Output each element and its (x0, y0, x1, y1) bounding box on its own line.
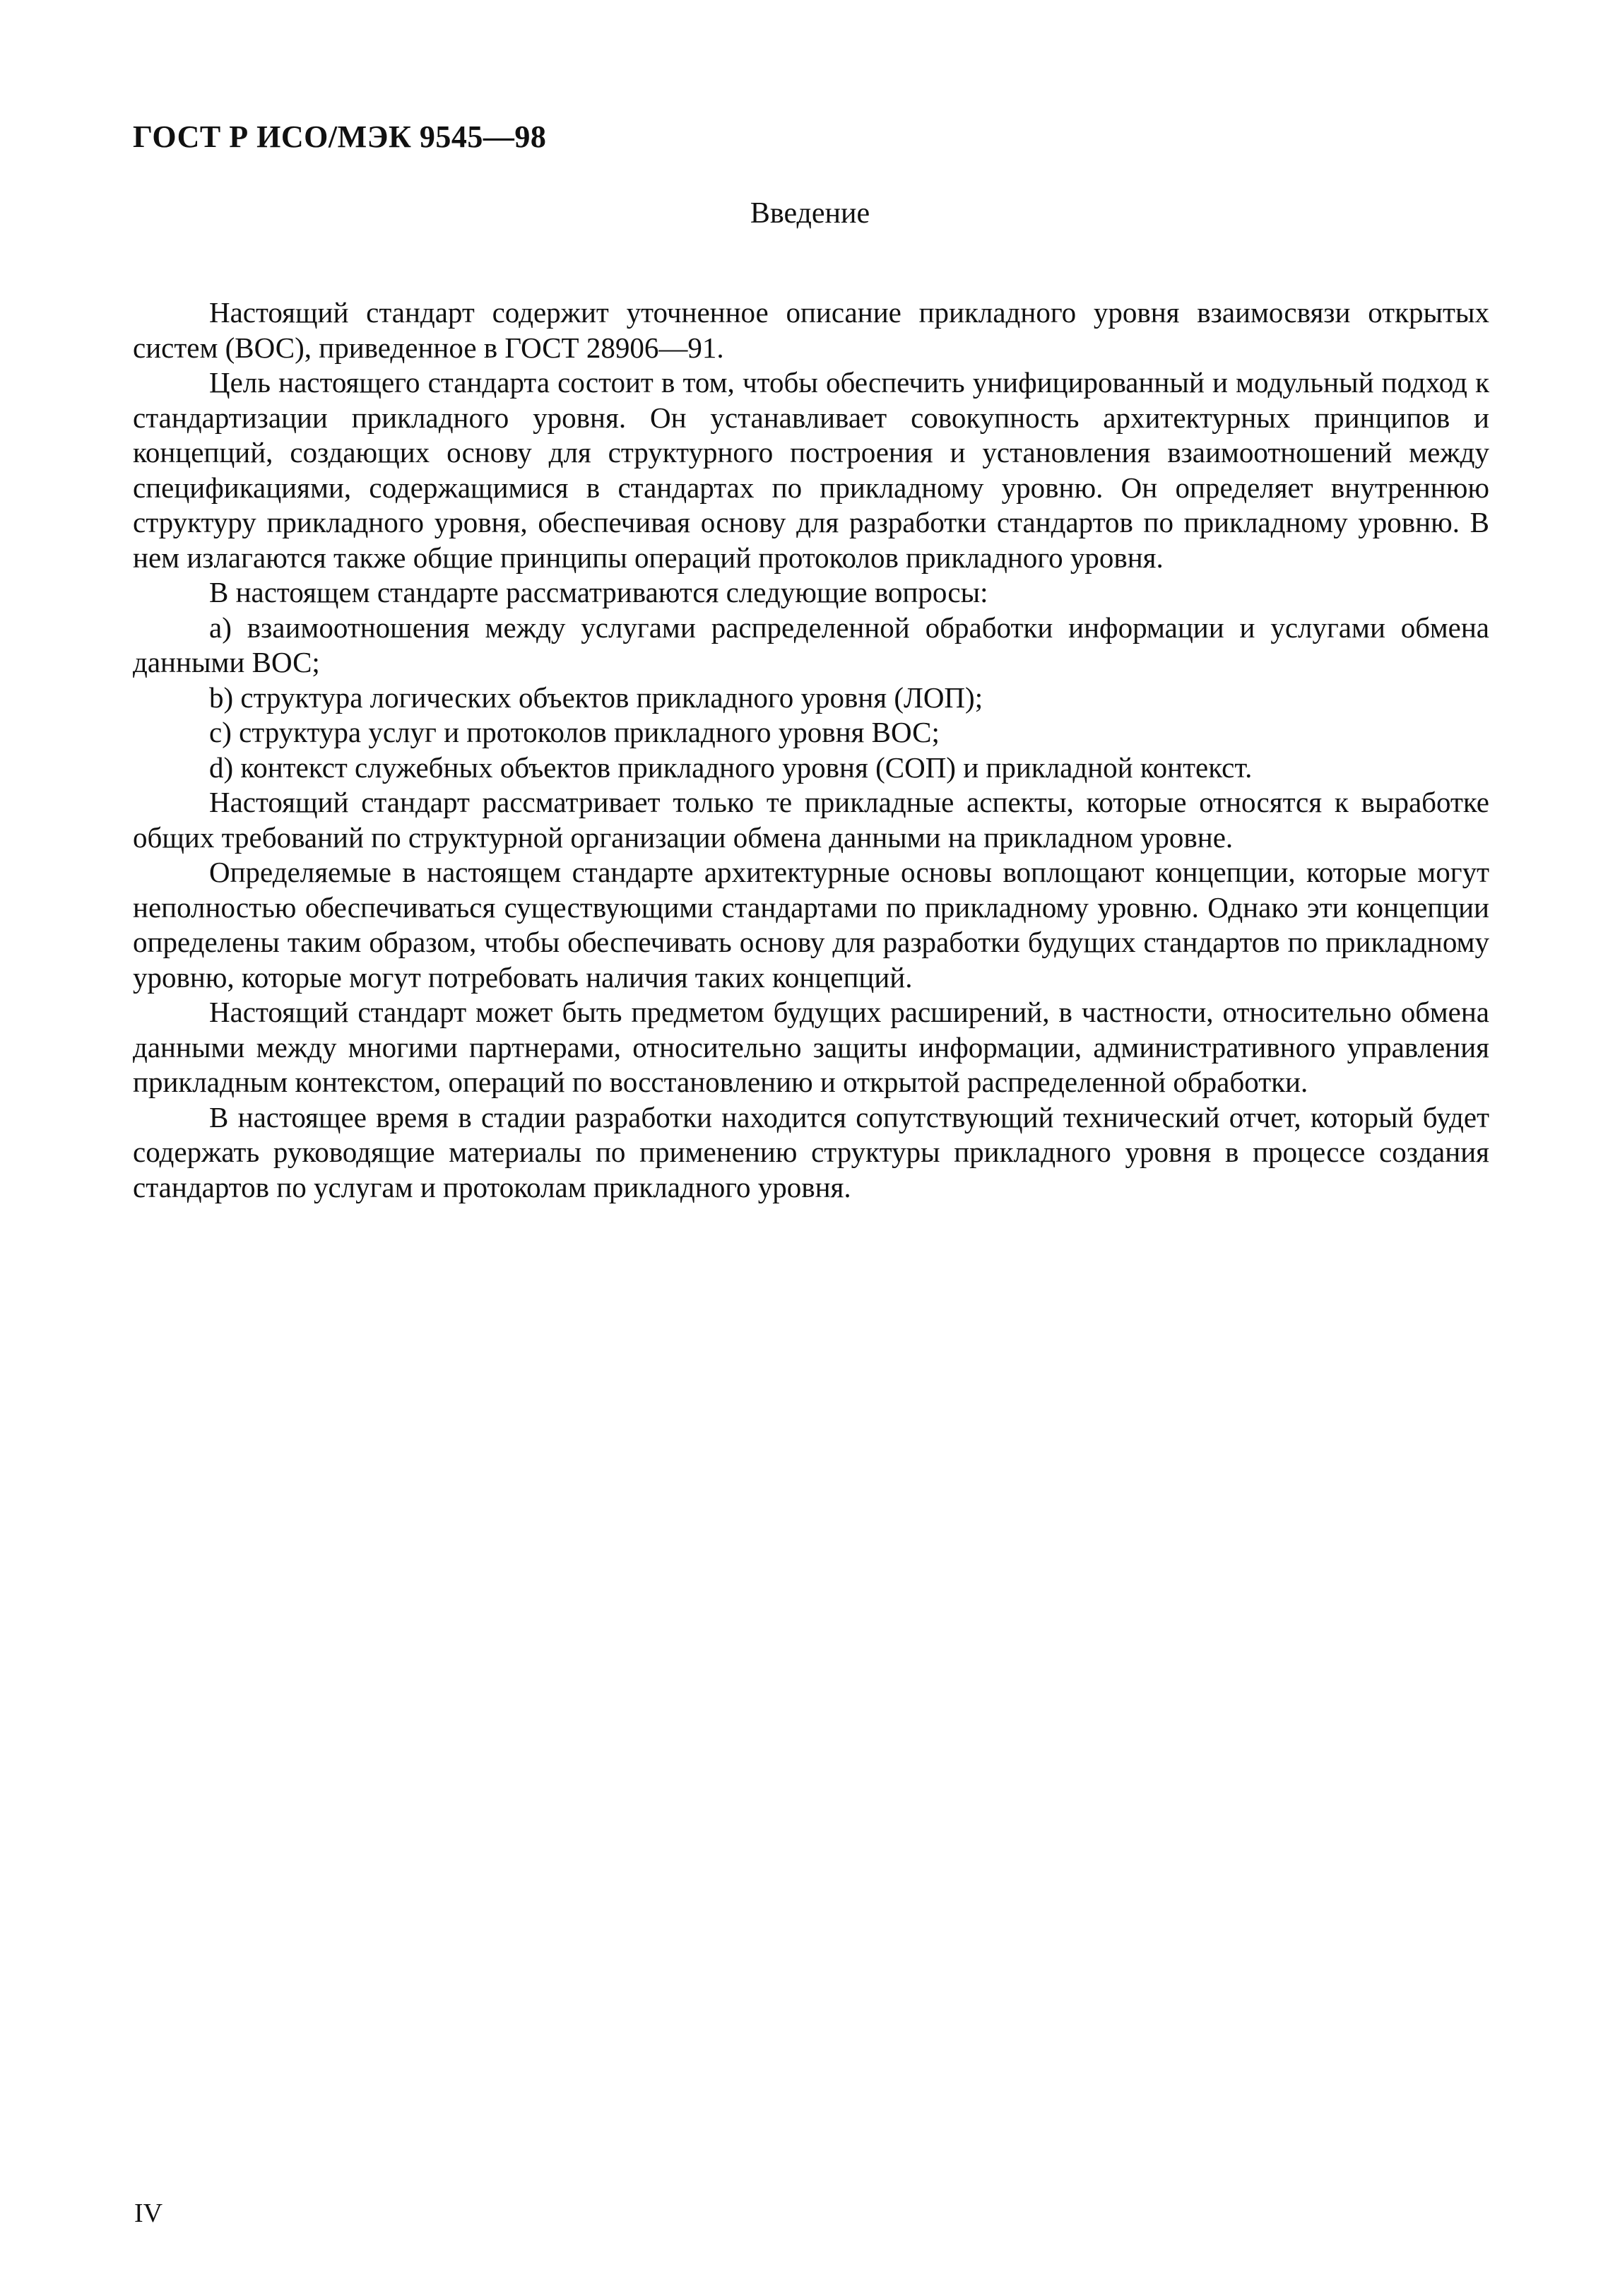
list-item-d: d) контекст служебных объектов прикладного уровня (СОП) и прикладной контекст. (209, 750, 1253, 784)
paragraph-aspects: Настоящий стандарт рассматривает только те прикладные аспекты, которые относятся к выработке общих требований по структурной организации обмена данными на прикладном уровне. (133, 786, 1489, 854)
paragraph-topics-intro: В настоящем стандарте рассматриваются следующие вопросы: (209, 576, 988, 608)
paragraph-extensions: Настоящий стандарт может быть предметом будущих расширений, в частности, относительно обмена данными между многими партнерами, относительно защиты информации, административного управления прикладным контекстом, операций по восстановлению и открытой распределенной обработки. (133, 996, 1489, 1098)
list-item-b: b) структура логических объектов прикладного уровня (ЛОП); (209, 681, 983, 714)
list-item-a: а) взаимоотношения между услугами распределенной обработки информации и услугами обмена данными ВОС; (133, 611, 1489, 678)
paragraph-purpose: Цель настоящего стандарта состоит в том, чтобы обеспечить унифицированный и модульный подход к стандартизации прикладного уровня. Он устанавливает совокупность архитектурных принципов и концепций, создающих основу для структурного построения и установления взаимоотношений между спецификациями, содержащимися в стандартах по прикладному уровню. Он определяет внутреннюю структуру прикладного уровня, обеспечивая основу для разработки стандартов по прикладному уровню. В нем излагаются также общие принципы операций протоколов прикладного уровня. (133, 366, 1489, 574)
list-item-c: с) структура услуг и протоколов прикладного уровня ВОС; (209, 716, 940, 748)
section-title: Введение (750, 197, 870, 230)
document-code: ГОСТ Р ИСО/МЭК 9545—98 (133, 119, 547, 154)
paragraph-technical-report: В настоящее время в стадии разработки находится сопутствующий технический отчет, который будет содержать руководящие материалы по применению структуры прикладного уровня в процессе создания стандартов по услугам и протоколам прикладного уровня. (133, 1100, 1489, 1203)
body-text (133, 295, 1489, 1205)
paragraph-scope: Настоящий стандарт содержит уточненное описание прикладного уровня взаимосвязи открытых систем (ВОС), приведенное в ГОСТ 28906—91. (133, 296, 1489, 364)
page-number: IV (134, 2198, 163, 2228)
paragraph-concepts: Определяемые в настоящем стандарте архитектурные основы воплощают концепции, которые могут неполностью обеспечиваться существующими стандартами по прикладному уровню. Однако эти концепции определены таким образом, чтобы обеспечивать основу для разработки будущих стандартов по прикладному уровню, которые могут потребовать наличия таких концепций. (133, 856, 1489, 994)
